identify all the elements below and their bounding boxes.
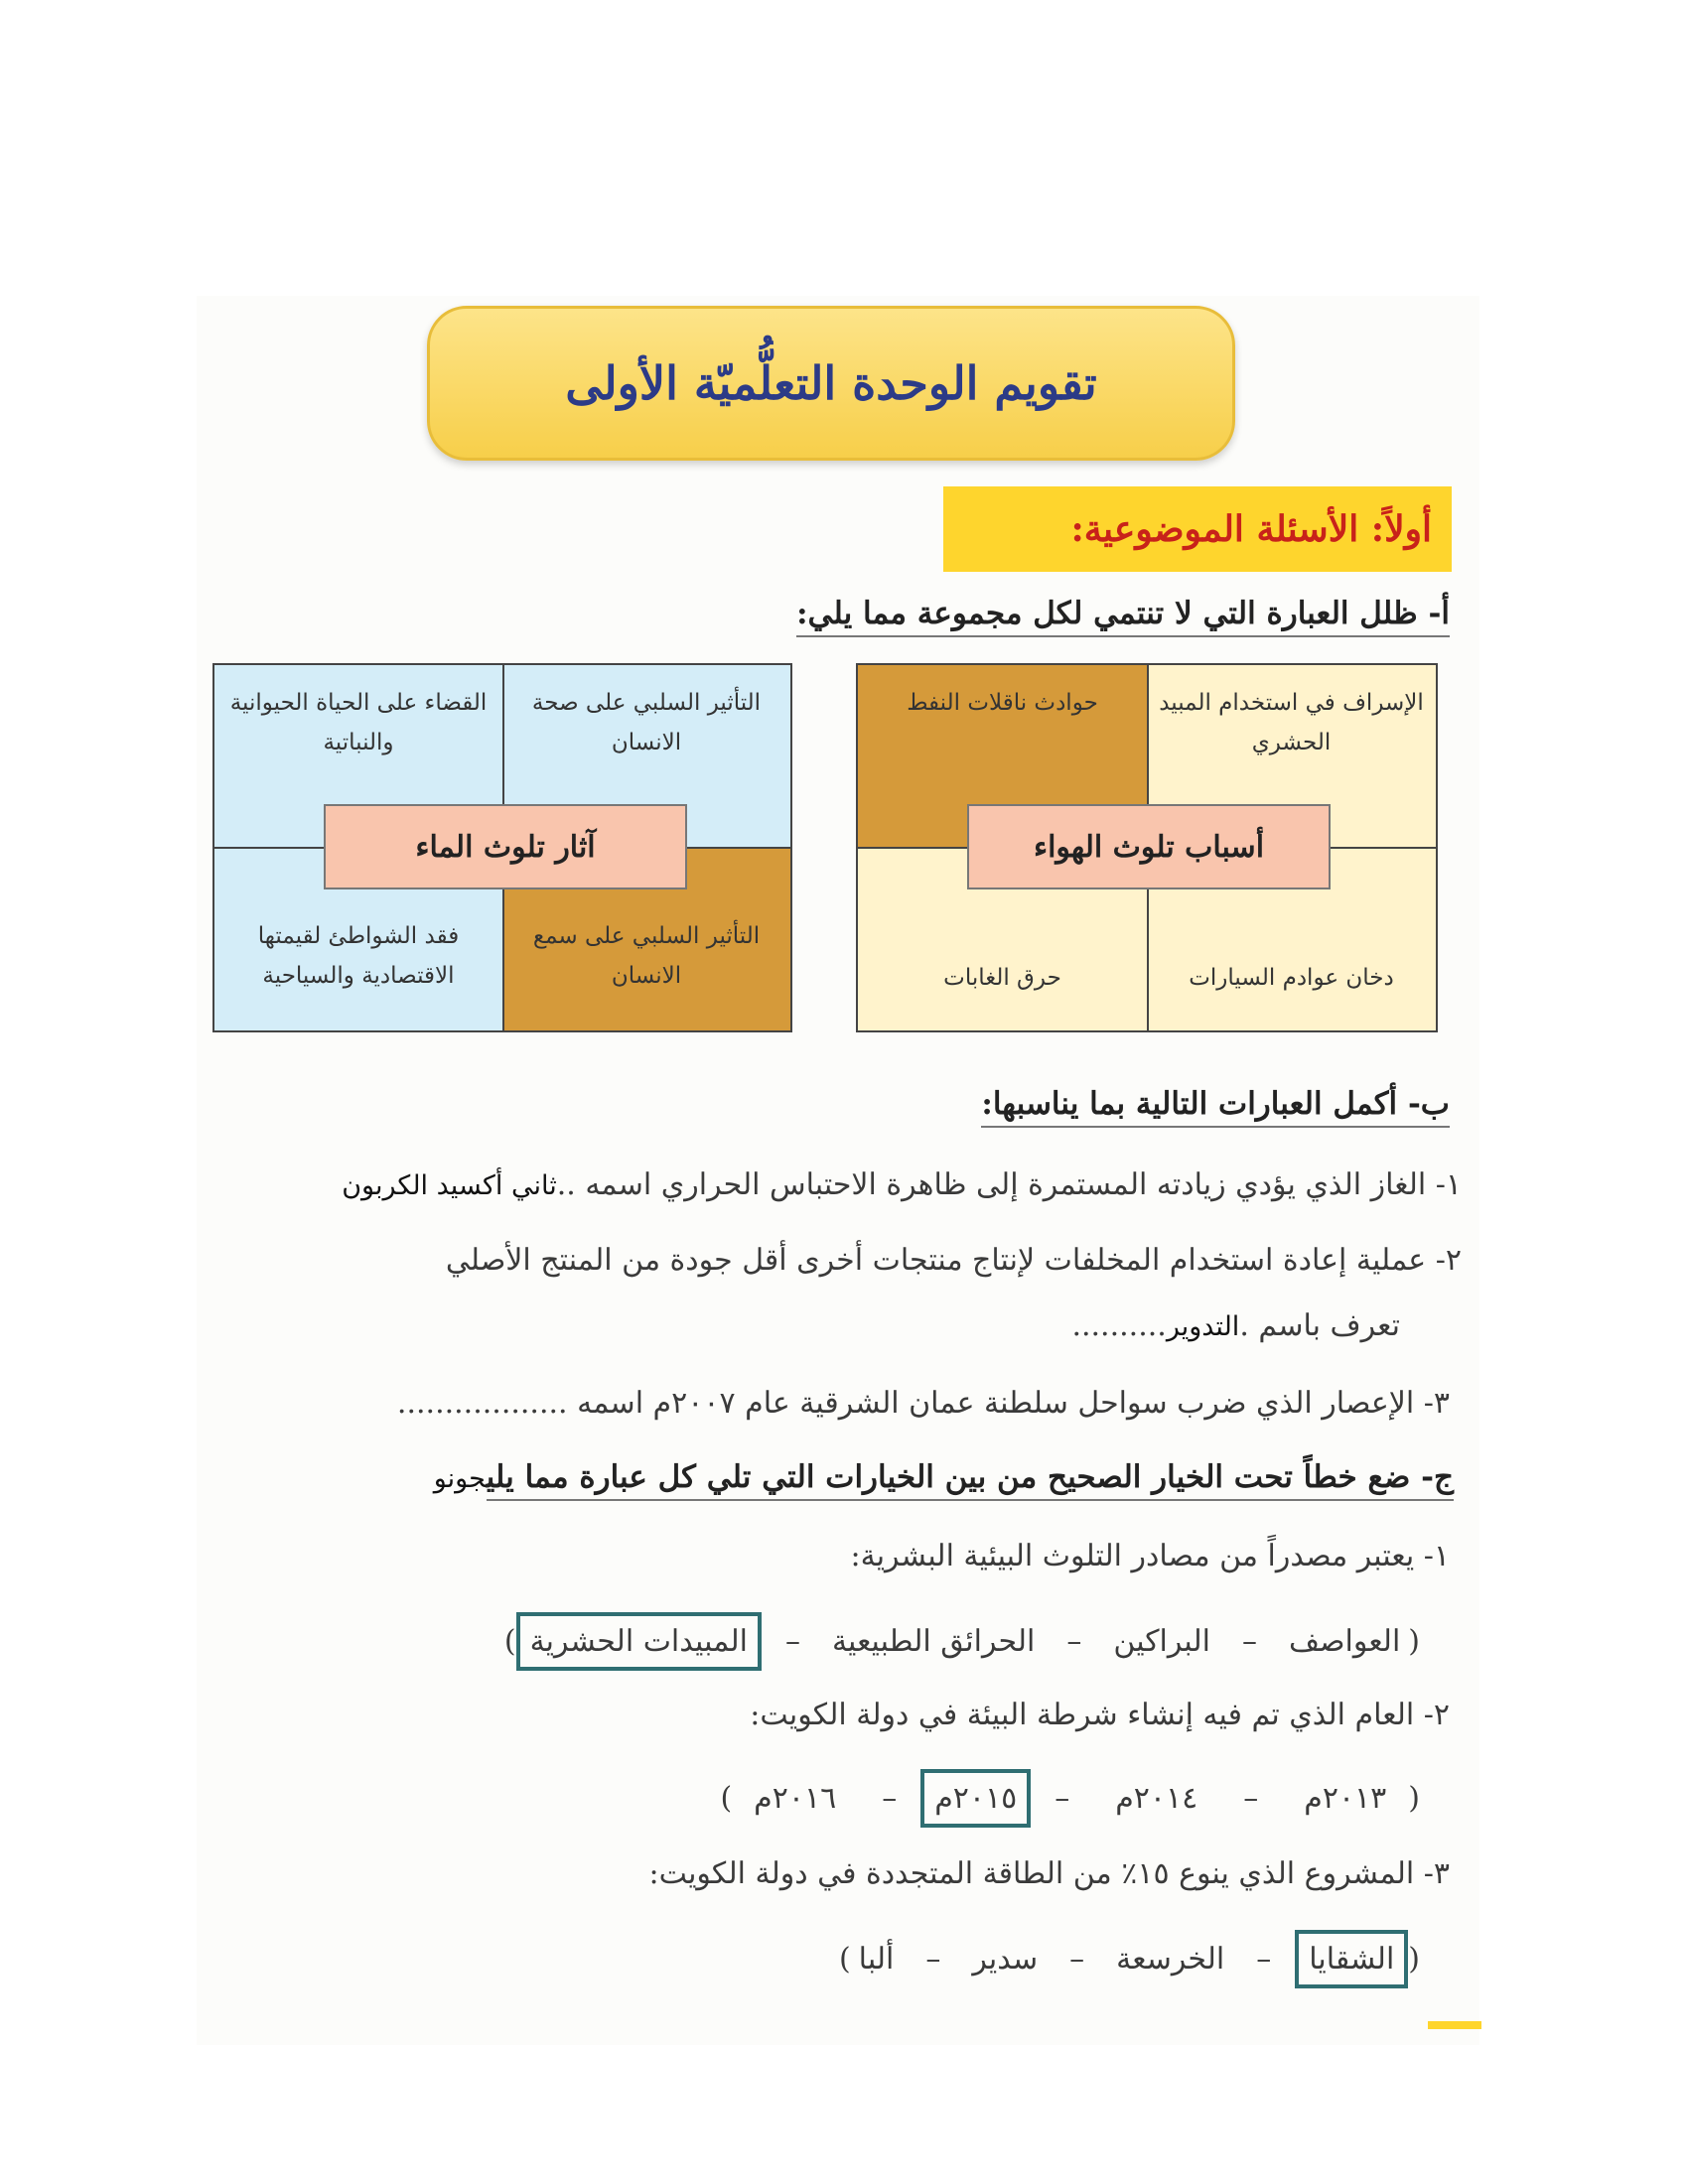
cell-wildlife-destruction[interactable]: القضاء على الحياة الحيوانية والنباتية bbox=[214, 665, 502, 847]
part-b-q2-line1: ٢- عملية إعادة استخدام المخلفات لإنتاج منتجات أخرى أقل جودة من المنتج الأصلي bbox=[445, 1243, 1462, 1278]
part-c-q3-choices: ( الشقايا – الخرسعة – سدير – ألبا ) bbox=[839, 1930, 1420, 1988]
part-c-q2: ٢- العام الذي تم فيه إنشاء شرطة البيئة في دولة الكويت: bbox=[750, 1698, 1450, 1732]
choice-volcanoes[interactable]: البراكين bbox=[1113, 1624, 1210, 1659]
part-b-q1: ١- الغاز الذي يؤدي زيادته المستمرة إلى ظاهرة الاحتباس الحراري اسمه ..ثاني أكسيد الكربون bbox=[342, 1167, 1462, 1202]
page-corner-mark bbox=[1428, 2021, 1481, 2029]
choice-sudair[interactable]: سدير bbox=[972, 1942, 1039, 1977]
part-c-q2-choices: ( ٢٠١٣م – ٢٠١٤م – ٢٠١٥م – ٢٠١٦م ) bbox=[720, 1769, 1420, 1828]
part-b-q1-answer[interactable]: ثاني أكسيد الكربون bbox=[342, 1170, 557, 1201]
section-header-bar bbox=[943, 486, 1452, 572]
part-c-q1-choices: ( العواصف – البراكين – الحرائق الطبيعية – المبيدات الحشرية ) bbox=[504, 1612, 1420, 1671]
part-a-heading: أ- ظلل العبارة التي لا تنتمي لكل مجموعة مما يلي: bbox=[796, 596, 1450, 631]
cell-forest-burning[interactable]: حرق الغابات bbox=[858, 847, 1147, 1030]
cell-hearing-effect[interactable]: التأثير السلبي على سمع الانسان bbox=[502, 847, 790, 1030]
water-pollution-grid bbox=[212, 663, 792, 1032]
part-b-q2-answer[interactable]: التدوير bbox=[1166, 1311, 1240, 1342]
part-c-heading: ج- ضع خطاً تحت الخيار الصحيح من بين الخيارات التي تلي كل عبارة مما يليجونو bbox=[434, 1459, 1454, 1495]
cell-beach-value-loss[interactable]: فقد الشواطئ لقيمتها الاقتصادية والسياحية bbox=[214, 847, 502, 1030]
part-b-heading: ب- أكمل العبارات التالية بما يناسبها: bbox=[981, 1086, 1450, 1122]
air-pollution-grid bbox=[856, 663, 1438, 1032]
part-c-q1: ١- يعتبر مصدراً من مصادر التلوث البيئية البشرية: bbox=[850, 1539, 1450, 1573]
unit-title: تقويم الوحدة التعلُّميّة الأولى bbox=[565, 356, 1097, 410]
cell-pesticide-overuse[interactable]: الإسراف في استخدام المبيد الحشري bbox=[1147, 665, 1436, 847]
air-pollution-center-label: أسباب تلوث الهواء bbox=[967, 804, 1331, 889]
choice-2014[interactable]: ٢٠١٤م bbox=[1115, 1781, 1198, 1816]
unit-title-banner bbox=[427, 306, 1235, 461]
choice-natural-fires[interactable]: الحرائق الطبيعية bbox=[831, 1624, 1036, 1659]
part-b-q3: ٣- الإعصار الذي ضرب سواحل سلطنة عمان الشرقية عام ٢٠٠٧م اسمه .................. bbox=[396, 1386, 1450, 1421]
choice-alba[interactable]: ألبا bbox=[858, 1942, 895, 1977]
water-pollution-center-label: آثار تلوث الماء bbox=[324, 804, 687, 889]
choice-storms[interactable]: العواصف bbox=[1288, 1624, 1401, 1659]
section-title: أولاً: الأسئلة الموضوعية: bbox=[1070, 508, 1432, 550]
choice-2016[interactable]: ٢٠١٦م bbox=[754, 1781, 837, 1816]
cell-oil-tanker-accidents[interactable]: حوادث ناقلات النفط bbox=[858, 665, 1147, 847]
choice-shagaya-selected[interactable]: الشقايا bbox=[1295, 1930, 1408, 1988]
part-b-q3-blank[interactable]: .................. bbox=[396, 1386, 568, 1421]
cell-health-effect[interactable]: التأثير السلبي على صحة الانسان bbox=[502, 665, 790, 847]
choice-kharsaa[interactable]: الخرسعة bbox=[1116, 1942, 1225, 1977]
cell-car-exhaust[interactable]: دخان عوادم السيارات bbox=[1147, 847, 1436, 1030]
choice-pesticides-selected[interactable]: المبيدات الحشرية bbox=[516, 1612, 762, 1671]
part-c-heading-answer: جونو bbox=[433, 1463, 487, 1494]
part-b-q2-line2: تعرف باسم .التدوير.......... bbox=[1071, 1308, 1400, 1343]
choice-2013[interactable]: ٢٠١٣م bbox=[1304, 1781, 1387, 1816]
part-c-q3: ٣- المشروع الذي ينوع ١٥٪ من الطاقة المتجددة في دولة الكويت: bbox=[648, 1856, 1450, 1891]
choice-2015-selected[interactable]: ٢٠١٥م bbox=[920, 1769, 1031, 1828]
